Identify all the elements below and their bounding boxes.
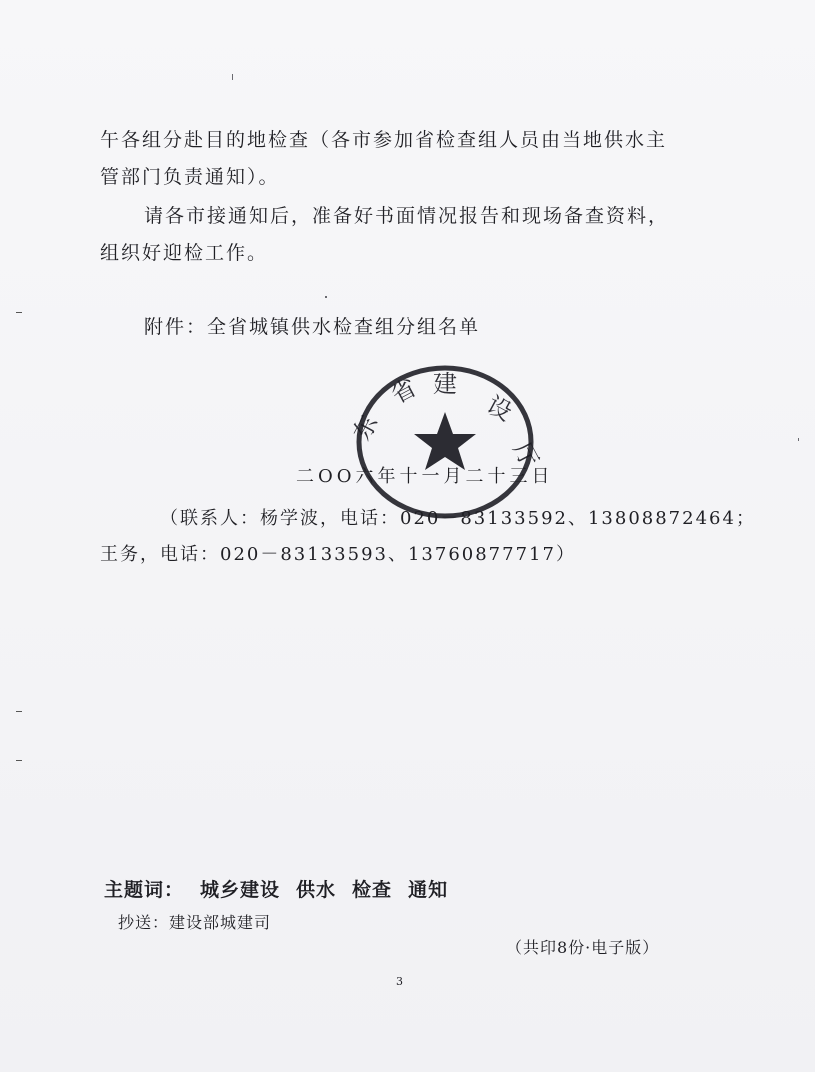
star-icon	[414, 412, 476, 470]
svg-text:东: 东	[347, 410, 384, 445]
subject-keywords	[104, 875, 448, 902]
paragraph-1-line-2: 管部门负责通知）。	[100, 166, 280, 188]
page-number: 3	[396, 975, 403, 988]
keyword-4: 通知	[408, 879, 449, 901]
issue-date: 二OO六年十一月二十三日	[296, 466, 554, 487]
official-seal	[345, 360, 545, 520]
svg-text:厅: 厅	[507, 437, 544, 473]
scan-mark	[16, 760, 22, 761]
keywords-label: 主题词：	[104, 879, 185, 901]
scan-mark	[16, 312, 22, 313]
scan-speck	[798, 438, 799, 441]
contact-line-2: 王务，电话：020－83133593、13760877717）	[100, 544, 576, 565]
keyword-2: 供水	[296, 879, 337, 901]
scan-speck	[325, 296, 327, 298]
contact-line-1: （联系人：杨学波，电话：020－83133592、13808872464；	[160, 508, 756, 529]
paragraph-2-line-1: 请各市接通知后，准备好书面情况报告和现场备查资料，	[144, 205, 670, 227]
keyword-1: 城乡建设	[200, 879, 281, 901]
svg-text:设: 设	[482, 390, 517, 427]
paragraph-2-line-2: 组织好迎检工作。	[100, 242, 269, 264]
scan-speck	[232, 74, 233, 80]
svg-text:省: 省	[386, 373, 422, 410]
paragraph-1-line-1: 午各组分赴目的地检查（各市参加省检查组人员由当地供水主	[100, 129, 668, 151]
copies-note: （共印8份·电子版）	[506, 938, 660, 957]
cc-line: 抄送：建设部城建司	[118, 913, 272, 932]
keyword-3: 检查	[352, 879, 393, 901]
svg-text:建: 建	[433, 370, 457, 398]
scan-mark	[16, 711, 22, 712]
attachment-line: 附件：全省城镇供水检查组分组名单	[144, 316, 481, 338]
